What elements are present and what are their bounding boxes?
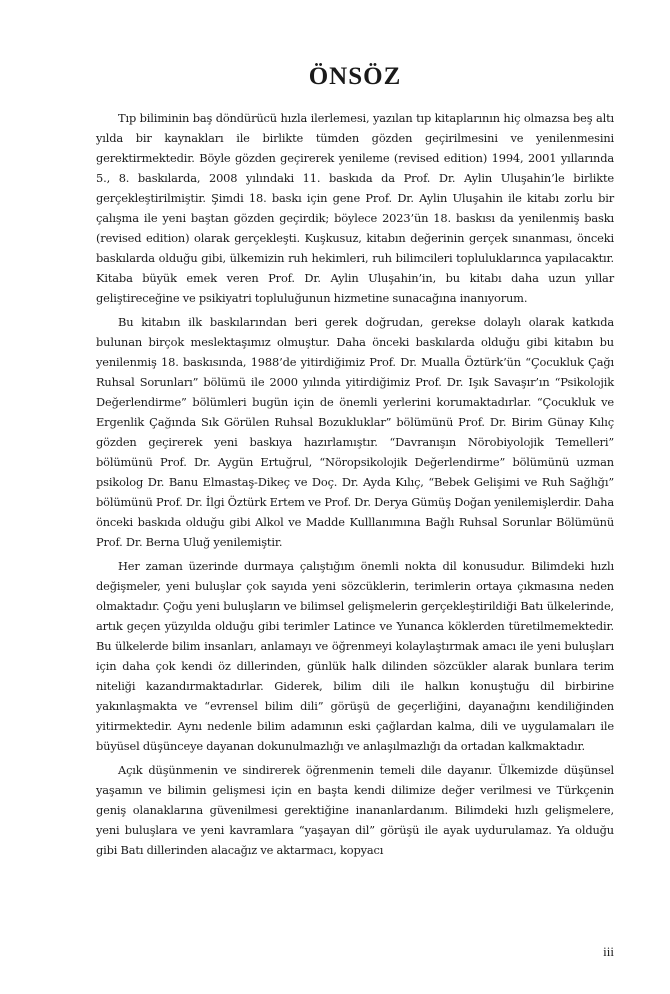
paragraph-4: Açık düşünmenin ve sindirerek öğrenmenin temeli dile dayanır. Ülkemizde düşünsel yaşamın ve bilimin gelişmesi için en başta kendi dilimize değer verilmesi ve Türkçenin geniş olanaklarına güvenilmesi gerektiğine inananlardanım. Bilimdeki hızlı gelişmelere, yeni buluşlara ve yeni kavramlara “yaşayan dil” görüşü ile ayak uydurulamaz. Ya olduğu gibi Batı dillerinden alacağız ve aktarmacı, kopyacı — [96, 763, 614, 857]
paragraph-2: Bu kitabın ilk baskılarından beri gerek doğrudan, gerekse dolaylı olarak katkıda bulunan birçok meslektaşımız olmuştur. Daha önceki baskılarda olduğu gibi kitabın bu yenilenmiş 18. baskısında, 1988’de yitirdiğimiz Prof. Dr. Mualla Öztürk’ün “Çocukluk Çağı Ruhsal Sorunları” bölümü ile 2000 yılında yitirdiğimiz Prof. Dr. Işık Savaşır’ın “Psikolojik Değerlendirme” bölümleri bugün için de önemli yerlerini korumaktadırlar. “Çocukluk ve Ergenlik Çağında Sık Görülen Ruhsal Bozukluklar” bölümünü Prof. Dr. Birim Günay Kılıç gözden geçirerek yeni baskıya hazırlamıştır. “Davranışın Nörobiyolojik Temelleri” bölümünü Prof. Dr. Aygün Ertuğrul, “Nöropsikolojik Değerlendirme” bölümünü uzman psikolog Dr. Banu Elmastaş-Dikeç ve Doç. Dr. Ayda Kılıç, “Bebek Gelişimi ve Ruh Sağlığı” bölümünü Prof. Dr. İlgi Öztürk Ertem ve Prof. Dr. Derya Gümüş Doğan yenilemişlerdir. Daha önceki baskıda olduğu gibi Alkol ve Madde Kulllanımına Bağlı Ruhsal Sorunlar Bölümünü Prof. Dr. Berna Uluğ yenilemiştir. — [96, 315, 614, 549]
page-body — [96, 62, 614, 864]
page-title: ÖNSÖZ — [308, 63, 402, 90]
paragraph-1: Tıp biliminin baş döndürücü hızla ilerlemesi, yazılan tıp kitaplarının hiç olmazsa beş altı yılda bir kaynakları ile birlikte tümden gözden geçirilmesini ve yenilenmesini gerektirmektedir. Böyle gözden geçirerek yenileme (revised edition) 1994, 2001 yıllarında 5., 8. baskılarda, 2008 yılındaki 11. baskıda da Prof. Dr. Aylin Uluşahin’le birlikte gerçekleştirilmiştir. Şimdi 18. baskı için gene Prof. Dr. Aylin Uluşahin ile kitabı zorlu bir çalışma ile yeni baştan gözden geçirdik; böylece 2023’ün 18. baskısı da yenilenmiş baskı (revised edition) olarak gerçekleşti. Kuşkusuz, kitabın değerinin gerçek sınanması, önceki baskılarda olduğu gibi, ülkemizin ruh hekimleri, ruh bilimcileri topluluklarınca yapılacaktır. Kitaba büyük emek veren Prof. Dr. Aylin Uluşahin’in, bu kitabı daha uzun yıllar geliştireceğine ve psikiyatri topluluğunun hizmetine sunacağına inanıyorum. — [96, 111, 614, 305]
page-number: iii — [603, 944, 614, 959]
paragraph-3: Her zaman üzerinde durmaya çalıştığım önemli nokta dil konusudur. Bilimdeki hızlı değişmeler, yeni buluşlar çok sayıda yeni sözcüklerin, terimlerin ortaya çıkmasına neden olmaktadır. Çoğu yeni buluşların ve bilimsel gelişmelerin gerçekleştirildiği Batı ülkelerinde, artık geçen yüzyılda olduğu gibi terimler Latince ve Yunanca köklerden türetilmemektedir. Bu ülkelerde bilim insanları, anlamayı ve öğrenmeyi kolaylaştırmak amacı ile yeni buluşları için daha çok kendi öz dillerinden, günlük halk dilinden sözcükler alarak bunlara terim niteliği kazandırmaktadırlar. Giderek, bilim dili ile halkın konuştuğu dil birbirine yakınlaşmakta ve “evrensel bilim dili” görüşü de geçerliğini, dayanağını kendiliğinden yitirmektedir. Aynı nedenle bilim adamının eski çağlardan kalma, dili ve uygulamaları ile büyüsel düşünceye dayanan dokunulmazlığı ve anlaşılmazlığı da ortadan kalkmaktadır. — [96, 559, 614, 753]
